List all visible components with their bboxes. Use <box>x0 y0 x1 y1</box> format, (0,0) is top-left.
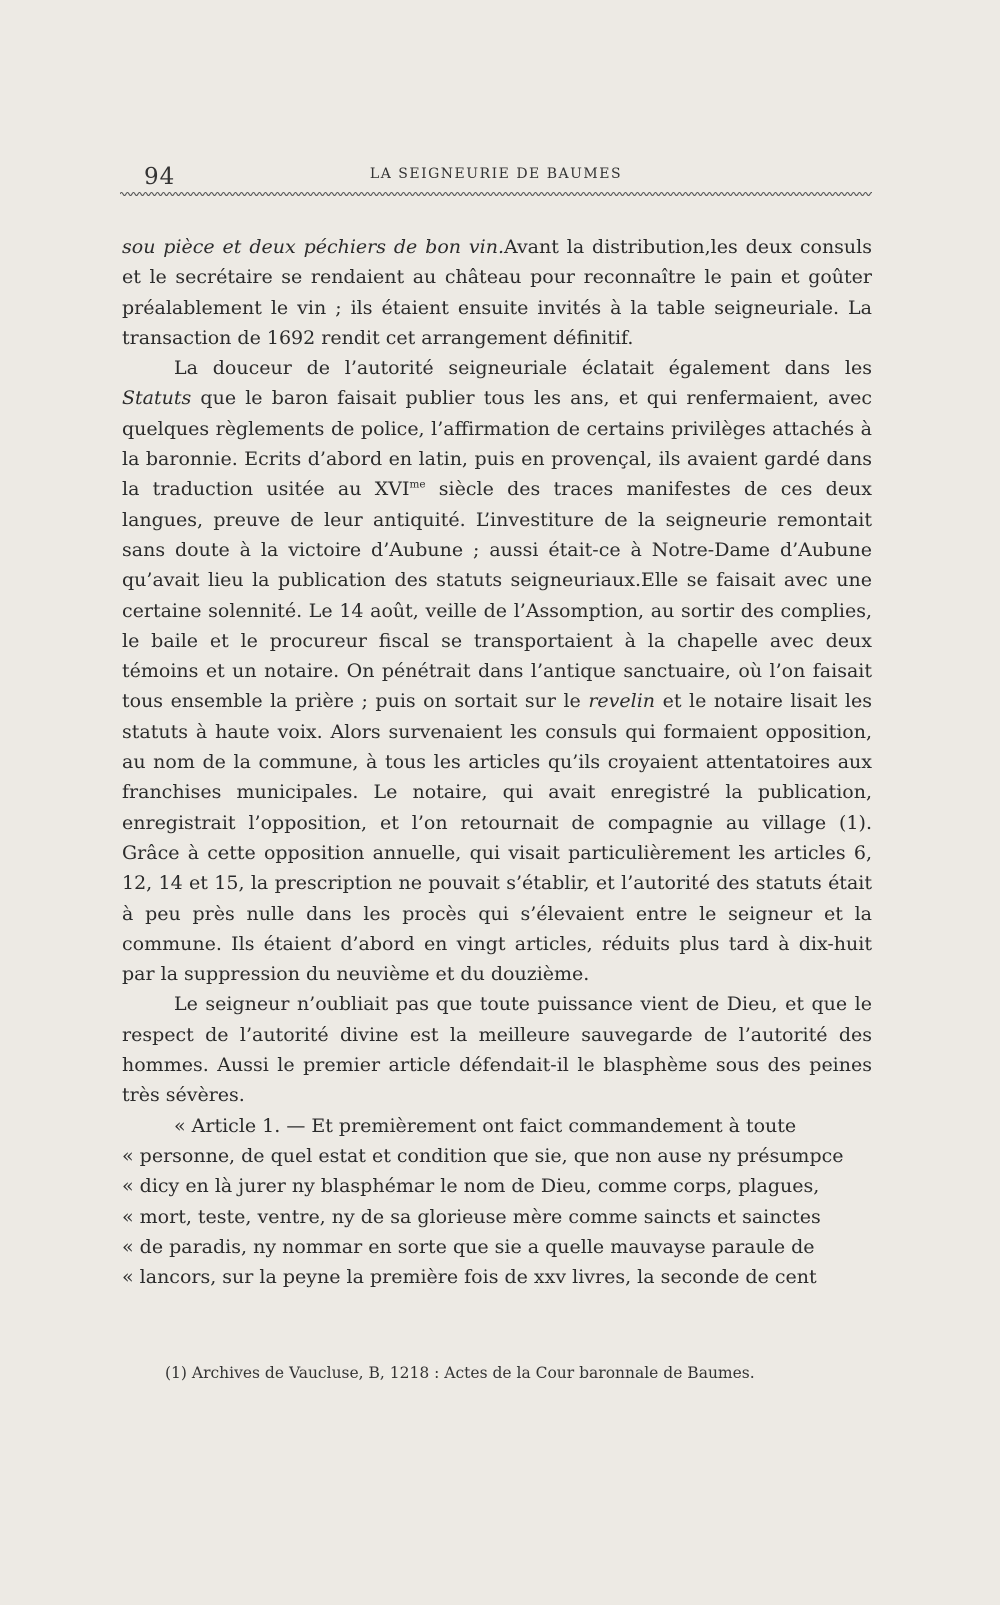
quote-line: « mort, teste, ventre, ny de sa glorieuse mère comme saincts et sainctes <box>122 1205 821 1228</box>
italic-statuts: Statuts <box>122 387 192 410</box>
paragraph-3: Le seigneur n’oubliait pas que toute puissance vient de Dieu, et que le respect de l’autorité divine est la meilleure sauvegarde de l’autorité des hommes. Aussi le premier article défendait-il le blasphème sous des peines très sévères. <box>122 993 872 1107</box>
italic-revelin: revelin <box>588 690 656 713</box>
quoted-article <box>122 1111 872 1293</box>
quote-line: « Article 1. — Et premièrement ont faict commandement à toute <box>174 1114 797 1137</box>
footnote: (1) Archives de Vaucluse, B, 1218 : Actes de la Cour baronnale de Baumes. <box>165 1364 755 1382</box>
italic-phrase: sou pièce et deux péchiers de bon vin. <box>122 236 504 258</box>
quote-line: « dicy en là jurer ny blasphémar le nom de Dieu, comme corps, plagues, <box>122 1175 820 1198</box>
quote-line: « personne, de quel estat et condition que sie, que non ause ny présumpce <box>122 1144 844 1167</box>
quote-line: « de paradis, ny nommar en sorte que sie a quelle mauvayse paraule de <box>122 1235 815 1258</box>
paragraph-1: sou pièce et deux péchiers de bon vin.Avant la distribution,les deux consuls et le secrétaire se rendaient au château pour reconnaître le pain et goûter préalablement le vin ; ils étaient ensuite invités à la table seigneuriale. La transaction de 1692 rendit cet arrangement définitif. <box>122 236 872 349</box>
quote-line: « lancors, sur la peyne la première fois de xxv livres, la seconde de cent <box>122 1266 817 1289</box>
paragraph-2: La douceur de l’autorité seigneuriale éclatait également dans les Statuts que le baron faisait publier tous les ans, et qui renfermaient, avec quelques règlements de police, l’affirmation de certains privilèges attachés à la baronnie. Ecrits d’abord en latin, puis en provençal, ils avaient gardé dans la traduction usitée au $XVI^{me}$ siècle des traces manifestes de ces deux langues, preuve de leur antiquité. L’investiture de la seigneurie remontait sans doute à la victoire d’Aubune ; aussi était-ce à Notre-Dame d’Aubune qu’avait lieu la publication des statuts seigneuriaux.Elle se faisait avec une certaine solennité. Le 14 août, veille de l’Assomption, au sortir des complies, le baile et le procureur fiscal se transportaient à la chapelle avec deux témoins et un notaire. On pénétrait dans l’antique sanctuaire, où l’on faisait tous ensemble la prière ; puis on sortait sur le revelin et le notaire lisait les statuts à haute voix. Alors survenaient les consuls qui formaient opposition, au nom de la commune, à tous les articles qu’ils croyaient attentatoires aux franchises municipales. Le notaire, qui avait enregistré la publication, enregistrait l’opposition, et l’on retournait de compagnie au village (1). Grâce à cette opposition annuelle, qui visait particulièrement les articles 6, 12, 14 et 15, la prescription ne pouvait s’établir, et l’autorité des statuts était à peu près nulle dans les procès qui s’élevaient entre le seigneur et la commune. Ils étaient d’abord en vingt articles, réduits plus tard à dix-huit par la suppression du neuvième et du douzième. <box>122 357 872 986</box>
superscript: me <box>409 479 426 492</box>
running-title: LA SEIGNEURIE DE BAUMES <box>369 166 623 182</box>
body-text <box>122 232 872 1292</box>
page-number: 94 <box>144 164 176 190</box>
header-rule-ornament <box>120 188 872 200</box>
